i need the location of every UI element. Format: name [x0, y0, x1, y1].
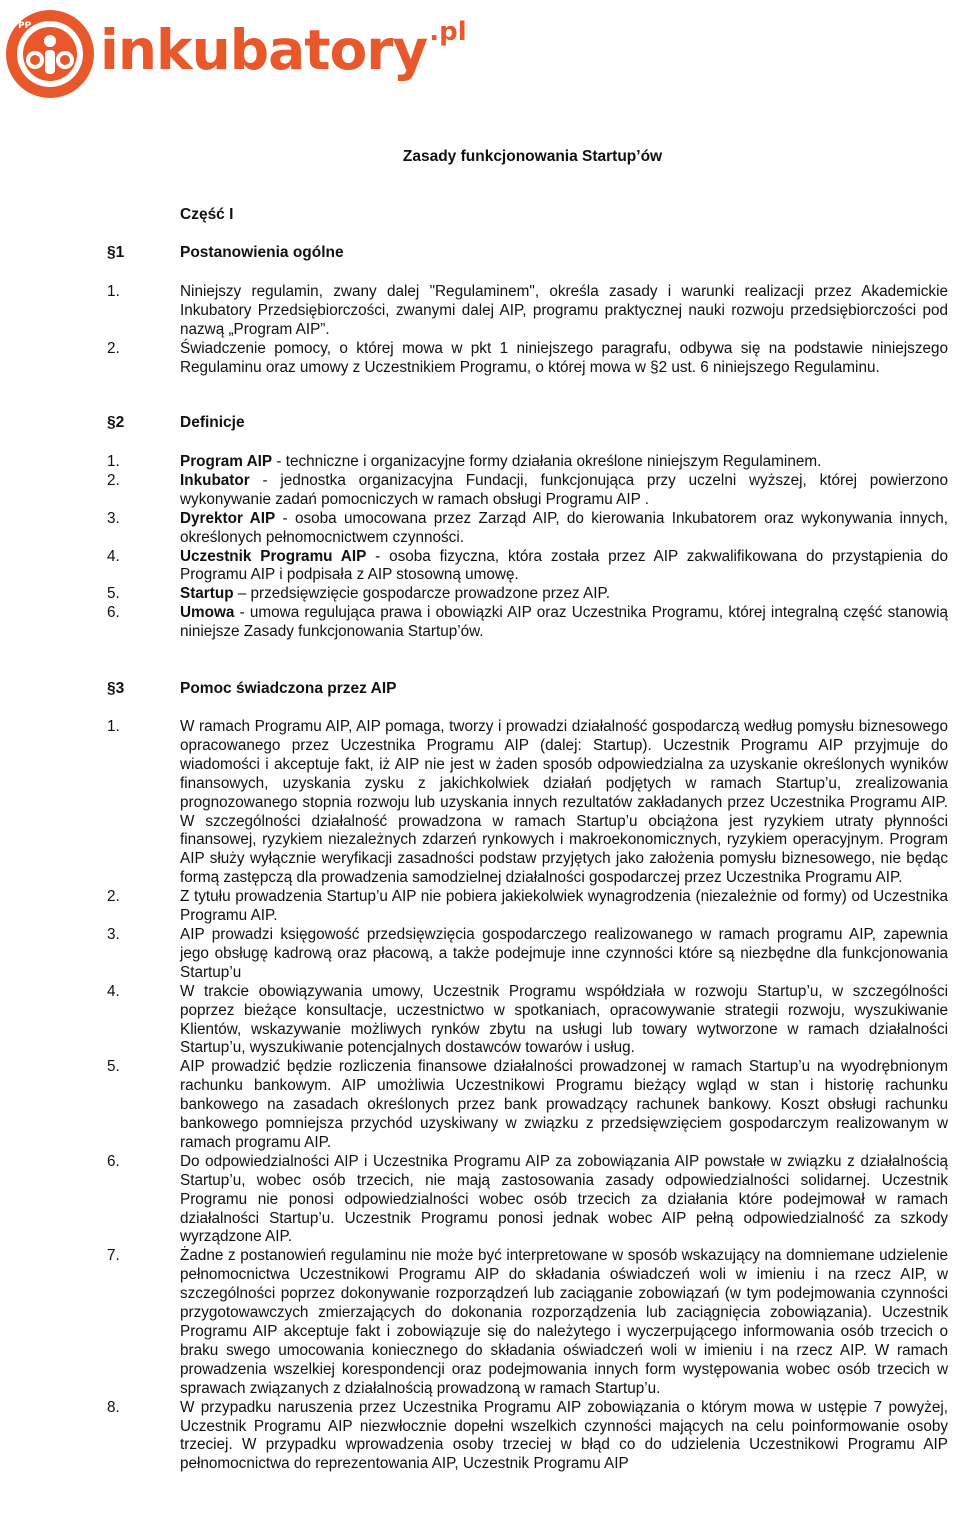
list-item: 8. W przypadku naruszenia przez Uczestnika Programu AIP zobowiązania o którym mowa w ustępie 7 powyżej, Uczestnik Programu AIP niezwłocznie dopełni wszelkich czynności mających na celu poinformowanie osoby trzeciej. W przypadku wprowadzenia osoby trzeciej w błąd co do udzielenia Uczestnikowi Programu AIP pełnomocnictwa do reprezentowania AIP, Uczestnik Programu AIP — [107, 1398, 948, 1473]
list-item: 6. Do odpowiedzialności AIP i Uczestnika Programu AIP za zobowiązania AIP powstałe w związku z działalnością Startup’u, wobec osób trzecich, nie mają zastosowania zasady odpowiedzialności solidarnej. Uczestnik Programu nie ponosi odpowiedzialności wobec osób trzecich za działania które podejmował w ramach działalności Startup’u. Uczestnik Programu ponosi jednak wobec AIP pełną odpowiedzialność za szkody wyrządzone AIP. — [107, 1152, 948, 1246]
section-heading — [107, 680, 396, 698]
section-number: §2 — [107, 414, 125, 431]
section-title: Postanowienia ogólne — [180, 244, 344, 261]
defined-term: Program AIP — [180, 453, 273, 470]
aip-logo-icon — [4, 8, 96, 100]
list-item: 5. AIP prowadzić będzie rozliczenia finansowe działalności prowadzonej w ramach Startup’u na wyodrębnionym rachunku bankowym. AIP umożliwia Uczestnikowi Programu bieżący wgląd w stan i historię rachunku bankowego na zasadach określonych przez bank prowadzący rachunek bankowy. Koszt obsługi rachunku bankowego pomniejsza przychód uzyskiwany w związku z przedsięwzięciem gospodarczym realizowanym w ramach programu AIP. — [107, 1058, 948, 1151]
section-title: Definicje — [180, 414, 245, 431]
logo-mark-text: PP — [18, 21, 32, 31]
list-item: 2. Świadczenie pomocy, o której mowa w pkt 1 niniejszego paragrafu, odbywa się na podstawie niniejszego Regulaminu oraz umowy z Uczestnikiem Programu, o której mowa w §2 ust. 6 niniejszego Regulaminu. — [107, 339, 948, 376]
list-item: 2. Z tytułu prowadzenia Startup’u AIP nie pobiera jakiekolwiek wynagrodzenia (niezależnie od formy) od Uczestnika Programu AIP. — [107, 888, 948, 925]
list-item: 4. W trakcie obowiązywania umowy, Uczestnik Programu współdziała w rozwoju Startup’u, w szczególności poprzez bieżące konsultacje, uczestnictwo w spotkaniach, opracowywanie strategii rozwoju, wyszukiwanie Klientów, wskazywanie możliwych rynków zbytu na usługi lub towary wytworzone w ramach działalności Startup’u, wyszukiwanie potencjalnych dostawców towarów i usług. — [107, 982, 948, 1057]
defined-term: Inkubator — [180, 471, 250, 489]
list-item: 6. Umowa - umowa regulująca prawa i obowiązki AIP oraz Uczestnika Programu, której integralną część stanowią niniejsze Zasady funkcjonowania Startup’ów. — [107, 604, 948, 641]
list-item: 7. Żadne z postanowień regulaminu nie może być interpretowane w sposób wskazujący na domniemane udzielenie pełnomocnictwa Uczestnikowi Programu AIP do składania oświadczeń woli w imieniu i na rzecz AIP, w szczególności poprzez dokonywanie rozporządzeń lub zaciąganie zobowiązań (w tym podejmowania czynności przygotowawczych zmierzających do dokonania rozporządzenia lub zaciągnięcia zobowiązania). Uczestnik Programu AIP akceptuje fakt i zobowiązuje się do należytego i wyczerpującego informowania osób trzecich o braku swego umocowania koniecznego do składania oświadczeń woli w imieniu i na rzecz AIP. W ramach prowadzenia wszelkiej korespondencji oraz podejmowania innych form występowania wobec osób trzecich w sprawach związanych z działalnością prowadzoną w ramach Startup’u. — [107, 1247, 948, 1397]
logo-tld: .pl — [429, 17, 467, 47]
inkubatory-logo — [4, 6, 467, 102]
list-item: 1. Program AIP - techniczne i organizacyjne formy działania określone niniejszym Regulaminem. — [107, 453, 822, 470]
section-heading — [107, 244, 344, 262]
defined-term: Dyrektor AIP — [180, 509, 276, 527]
section-title: Pomoc świadczona przez AIP — [180, 680, 397, 697]
part-heading: Część I — [180, 206, 234, 223]
section-number: §3 — [107, 680, 125, 697]
defined-term: Startup — [180, 585, 234, 603]
section-3-list — [107, 718, 948, 1474]
section-number: §1 — [107, 244, 125, 261]
defined-term: Uczestnik Programu AIP — [180, 547, 367, 565]
list-item: 1. W ramach Programu AIP, AIP pomaga, tworzy i prowadzi działalność gospodarczą według pomysłu biznesowego opracowanego przez Uczestnika Programu AIP (dalej: Startup). Uczestnik Programu AIP przyjmuje do wiadomości i akceptuje fakt, iż AIP nie jest w żaden sposób odpowiedzialna za uzyskanie określonych wyników finansowych, uzyskania zysku z jakichkolwiek działań podjętych w ramach Startup’u, zrealizowania prognozowanego stopnia rozwoju lub uzyskania innych rezultatów zakładanych przez Uczestnika Programu AIP. W szczególności działalność prowadzona w ramach Startup’u obciążona jest ryzykiem utraty płynności finansowej, ryzykiem niezależnych zdarzeń rynkowych i makroekonomicznych, ryzykiem operacyjnym. Program AIP służy wyłącznie weryfikacji zasadności podstaw przyjętych jako założenia pomysłu biznesowego, nie będąc formą zastępczą dla prowadzenia samodzielnej działalności gospodarczej przez Uczestnika Programu AIP. — [107, 718, 948, 887]
section-heading — [107, 414, 245, 432]
section-1-list — [107, 283, 948, 378]
document-title: Zasady funkcjonowania Startup’ów — [402, 148, 663, 165]
list-item: 1. Niniejszy regulamin, zwany dalej "Regulaminem", określa zasady i warunki realizacji przez Akademickie Inkubatory Przedsiębiorczości, zwanymi dalej AIP, programu praktycznej nauki rozwoju przedsiębiorczości pod nazwą „Program AIP”. — [107, 283, 948, 338]
list-item: 4. Uczestnik Programu AIP - osoba fizyczna, która została przez AIP zakwalifikowana do przystąpienia do Programu AIP i podpisała z AIP stosowną umowę. — [107, 547, 948, 584]
list-item: 3. Dyrektor AIP - osoba umocowana przez Zarząd AIP, do kierowania Inkubatorem oraz wykonywania innych, określonych pełnomocnictwem czynności. — [107, 509, 948, 546]
list-item: 3. AIP prowadzi księgowość przedsięwzięcia gospodarczego realizowanego w ramach programu AIP, zapewnia jego obsługę kadrową oraz płacową, a także podejmuje inne czynności które są niezbędne dla funkcjonowania Startup’u — [107, 925, 948, 981]
definitions-list — [107, 453, 948, 642]
defined-term: Umowa — [180, 604, 235, 622]
list-item: 2. Inkubator - jednostka organizacyjna Fundacji, funkcjonująca przy uczelni wyższej, której powierzono wykonywanie zadań pomocniczych w ramach obsługi Programu AIP . — [107, 471, 948, 508]
list-item: 5. Startup – przedsięwzięcie gospodarcze prowadzone przez AIP. — [107, 585, 610, 603]
logo-wordmark: inkubatory — [100, 17, 428, 82]
